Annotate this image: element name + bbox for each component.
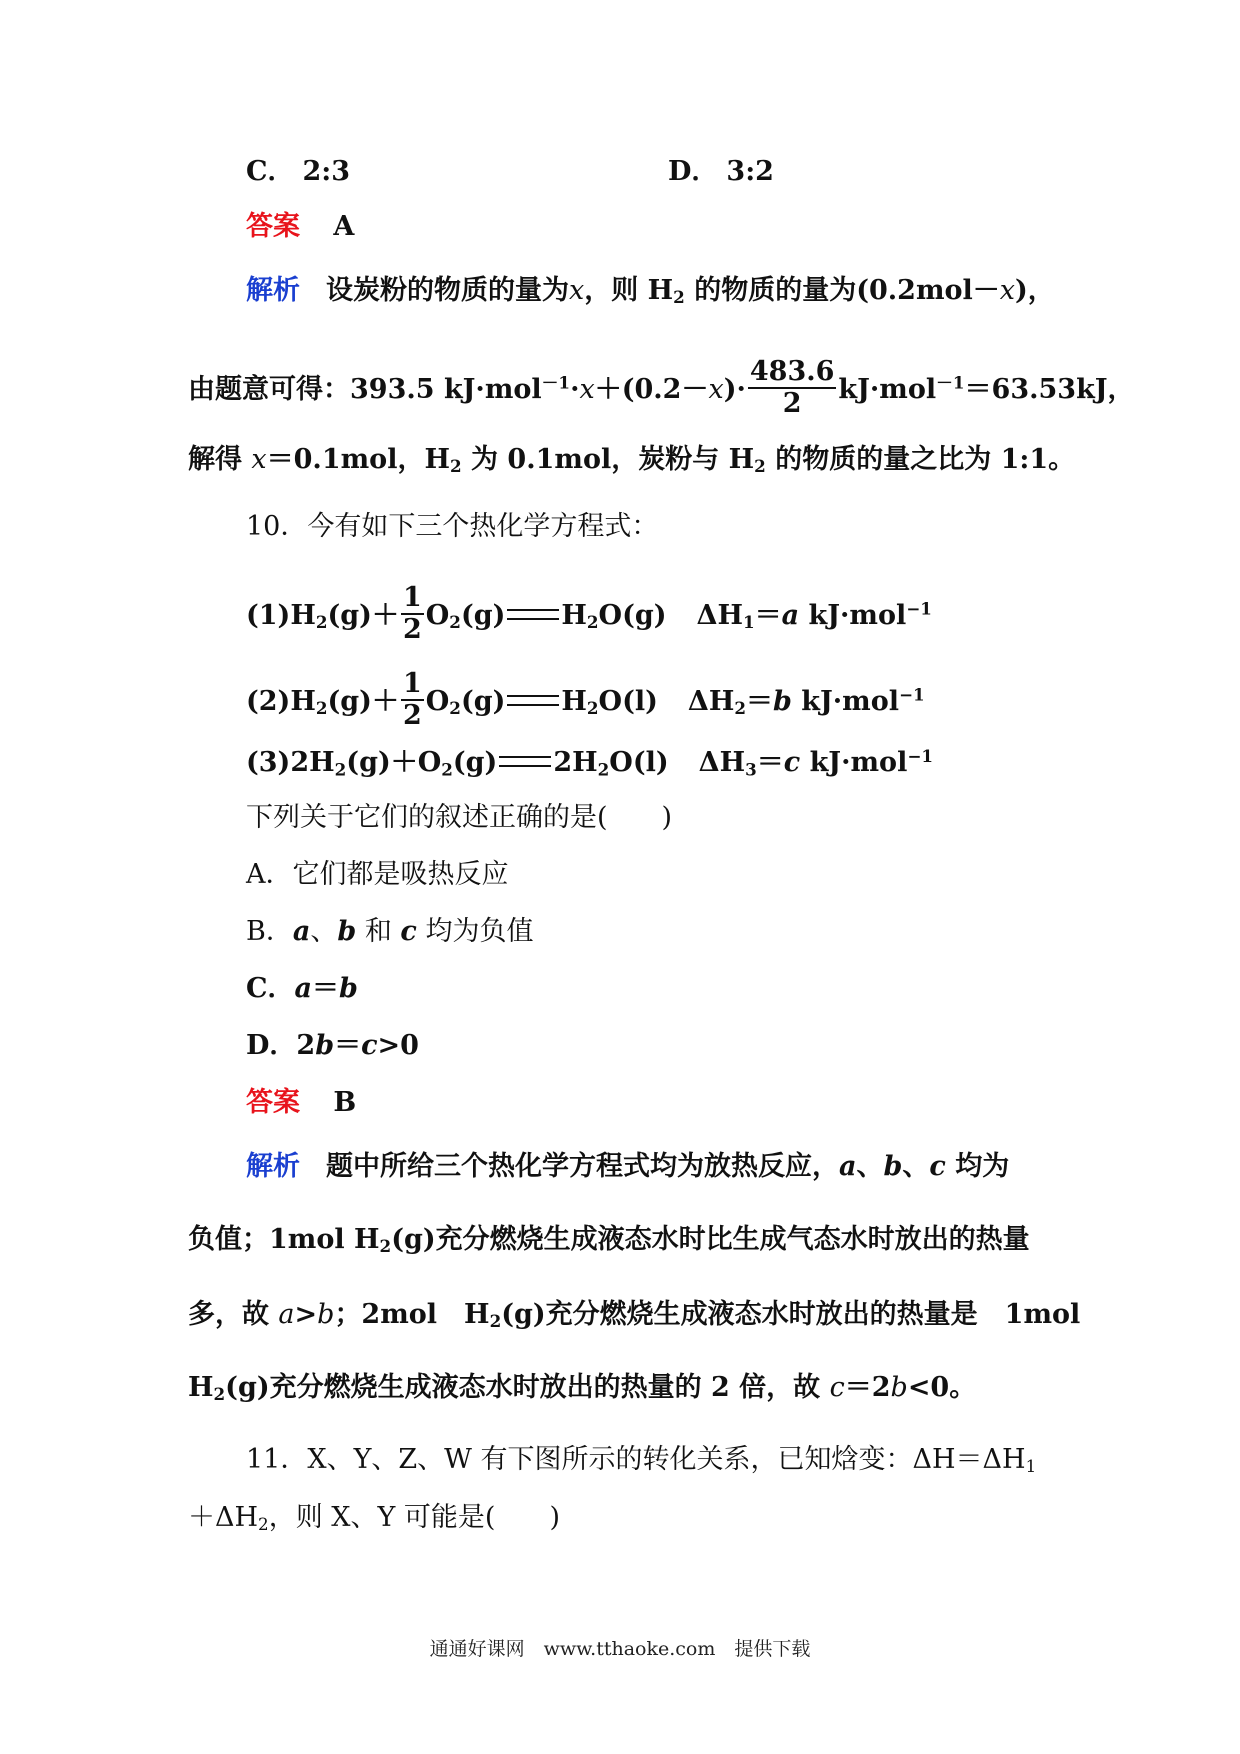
analysis-line-1: 解析 设炭粉的物质的量为x，则 $H_2$ 的物质的量为(0.2mol－x)， [246, 275, 1055, 308]
footer-credit: 通通好课网 www.tthaoke.com 提供下载 [429, 1638, 811, 1660]
answer-line-10 [246, 1089, 356, 1116]
answer-label: 答案 [246, 211, 300, 242]
fraction: $\frac{483.6}{2}$ [749, 356, 835, 420]
equals-arrow [499, 756, 551, 767]
analysis-10-line-4: $H_2(g)$充分燃烧生成液态水时放出的热量的 2 倍，故 c＝2b<0。 [188, 1372, 977, 1405]
option-c: C． 2:3 [246, 156, 351, 187]
question-10-stem: 10．今有如下三个热化学方程式： [246, 511, 659, 542]
analysis-10-line-2: 负值；1mol $H_2(g)$充分燃烧生成液态水时比生成气态水时放出的热量 [188, 1224, 1030, 1257]
equation-2: $(2)H_2(g)+$ $\frac{1}{2}$ $O_2(g)$ $H_2O(l)$ $\Delta H_2=b$ kJ·mol$^{-1}$ [246, 668, 925, 732]
analysis-label: 解析 [246, 275, 300, 306]
option-a: A．它们都是吸热反应 [246, 859, 509, 890]
equals-arrow [507, 695, 559, 706]
question-10-prompt: 下列关于它们的叙述正确的是( ) [246, 802, 673, 833]
option-b: B．a、b 和 c 均为负值 [246, 916, 534, 947]
question-11-line-1: 11．X、Y、Z、W 有下图所示的转化关系，已知焓变：$\Delta H=\Delta H_1$ [246, 1444, 1037, 1477]
option-d: D． 3:2 [668, 156, 774, 187]
option-c-10: C．a＝b [246, 973, 358, 1004]
answer-label: 答案 [246, 1087, 300, 1118]
analysis-10-line-1: 解析 题中所给三个热化学方程式均为放热反应，a、b、c 均为 [246, 1151, 1010, 1182]
analysis-10-line-3: 多，故 a>b；2mol $H_2(g)$充分燃烧生成液态水时放出的热量是 1mol [188, 1299, 1081, 1332]
option-d-10: D．2b＝c>0 [246, 1030, 419, 1061]
equals-arrow [507, 609, 559, 620]
equation-3: $(3)2H_2(g)+O_2(g)$ $2H_2O(l)$ $\Delta H_3=c$ kJ·mol$^{-1}$ [246, 746, 933, 780]
analysis-label: 解析 [246, 1151, 300, 1182]
equation-1: $(1)H_2(g)+$ $\frac{1}{2}$ $O_2(g)$ $H_2O(g)$ $\Delta H_1=a$ kJ·mol$^{-1}$ [246, 582, 932, 646]
question-11-line-2: $+\Delta H_2$，则 X、Y 可能是( ) [188, 1502, 560, 1535]
answer-value: B [333, 1087, 357, 1118]
answer-value: A [333, 211, 355, 242]
answer-line [246, 213, 354, 240]
analysis-line-2: 由题意可得：393.5 kJ·mol$^{-1}$·x＋(0.2－x)· $\frac{483.6}{2}$ kJ·mol$^{-1}$＝63.53kJ， [188, 356, 1135, 420]
analysis-line-3: 解得 x＝0.1mol，$H_2$ 为 0.1mol，炭粉与 $H_2$ 的物质的量之比为 1:1。 [188, 444, 1076, 477]
